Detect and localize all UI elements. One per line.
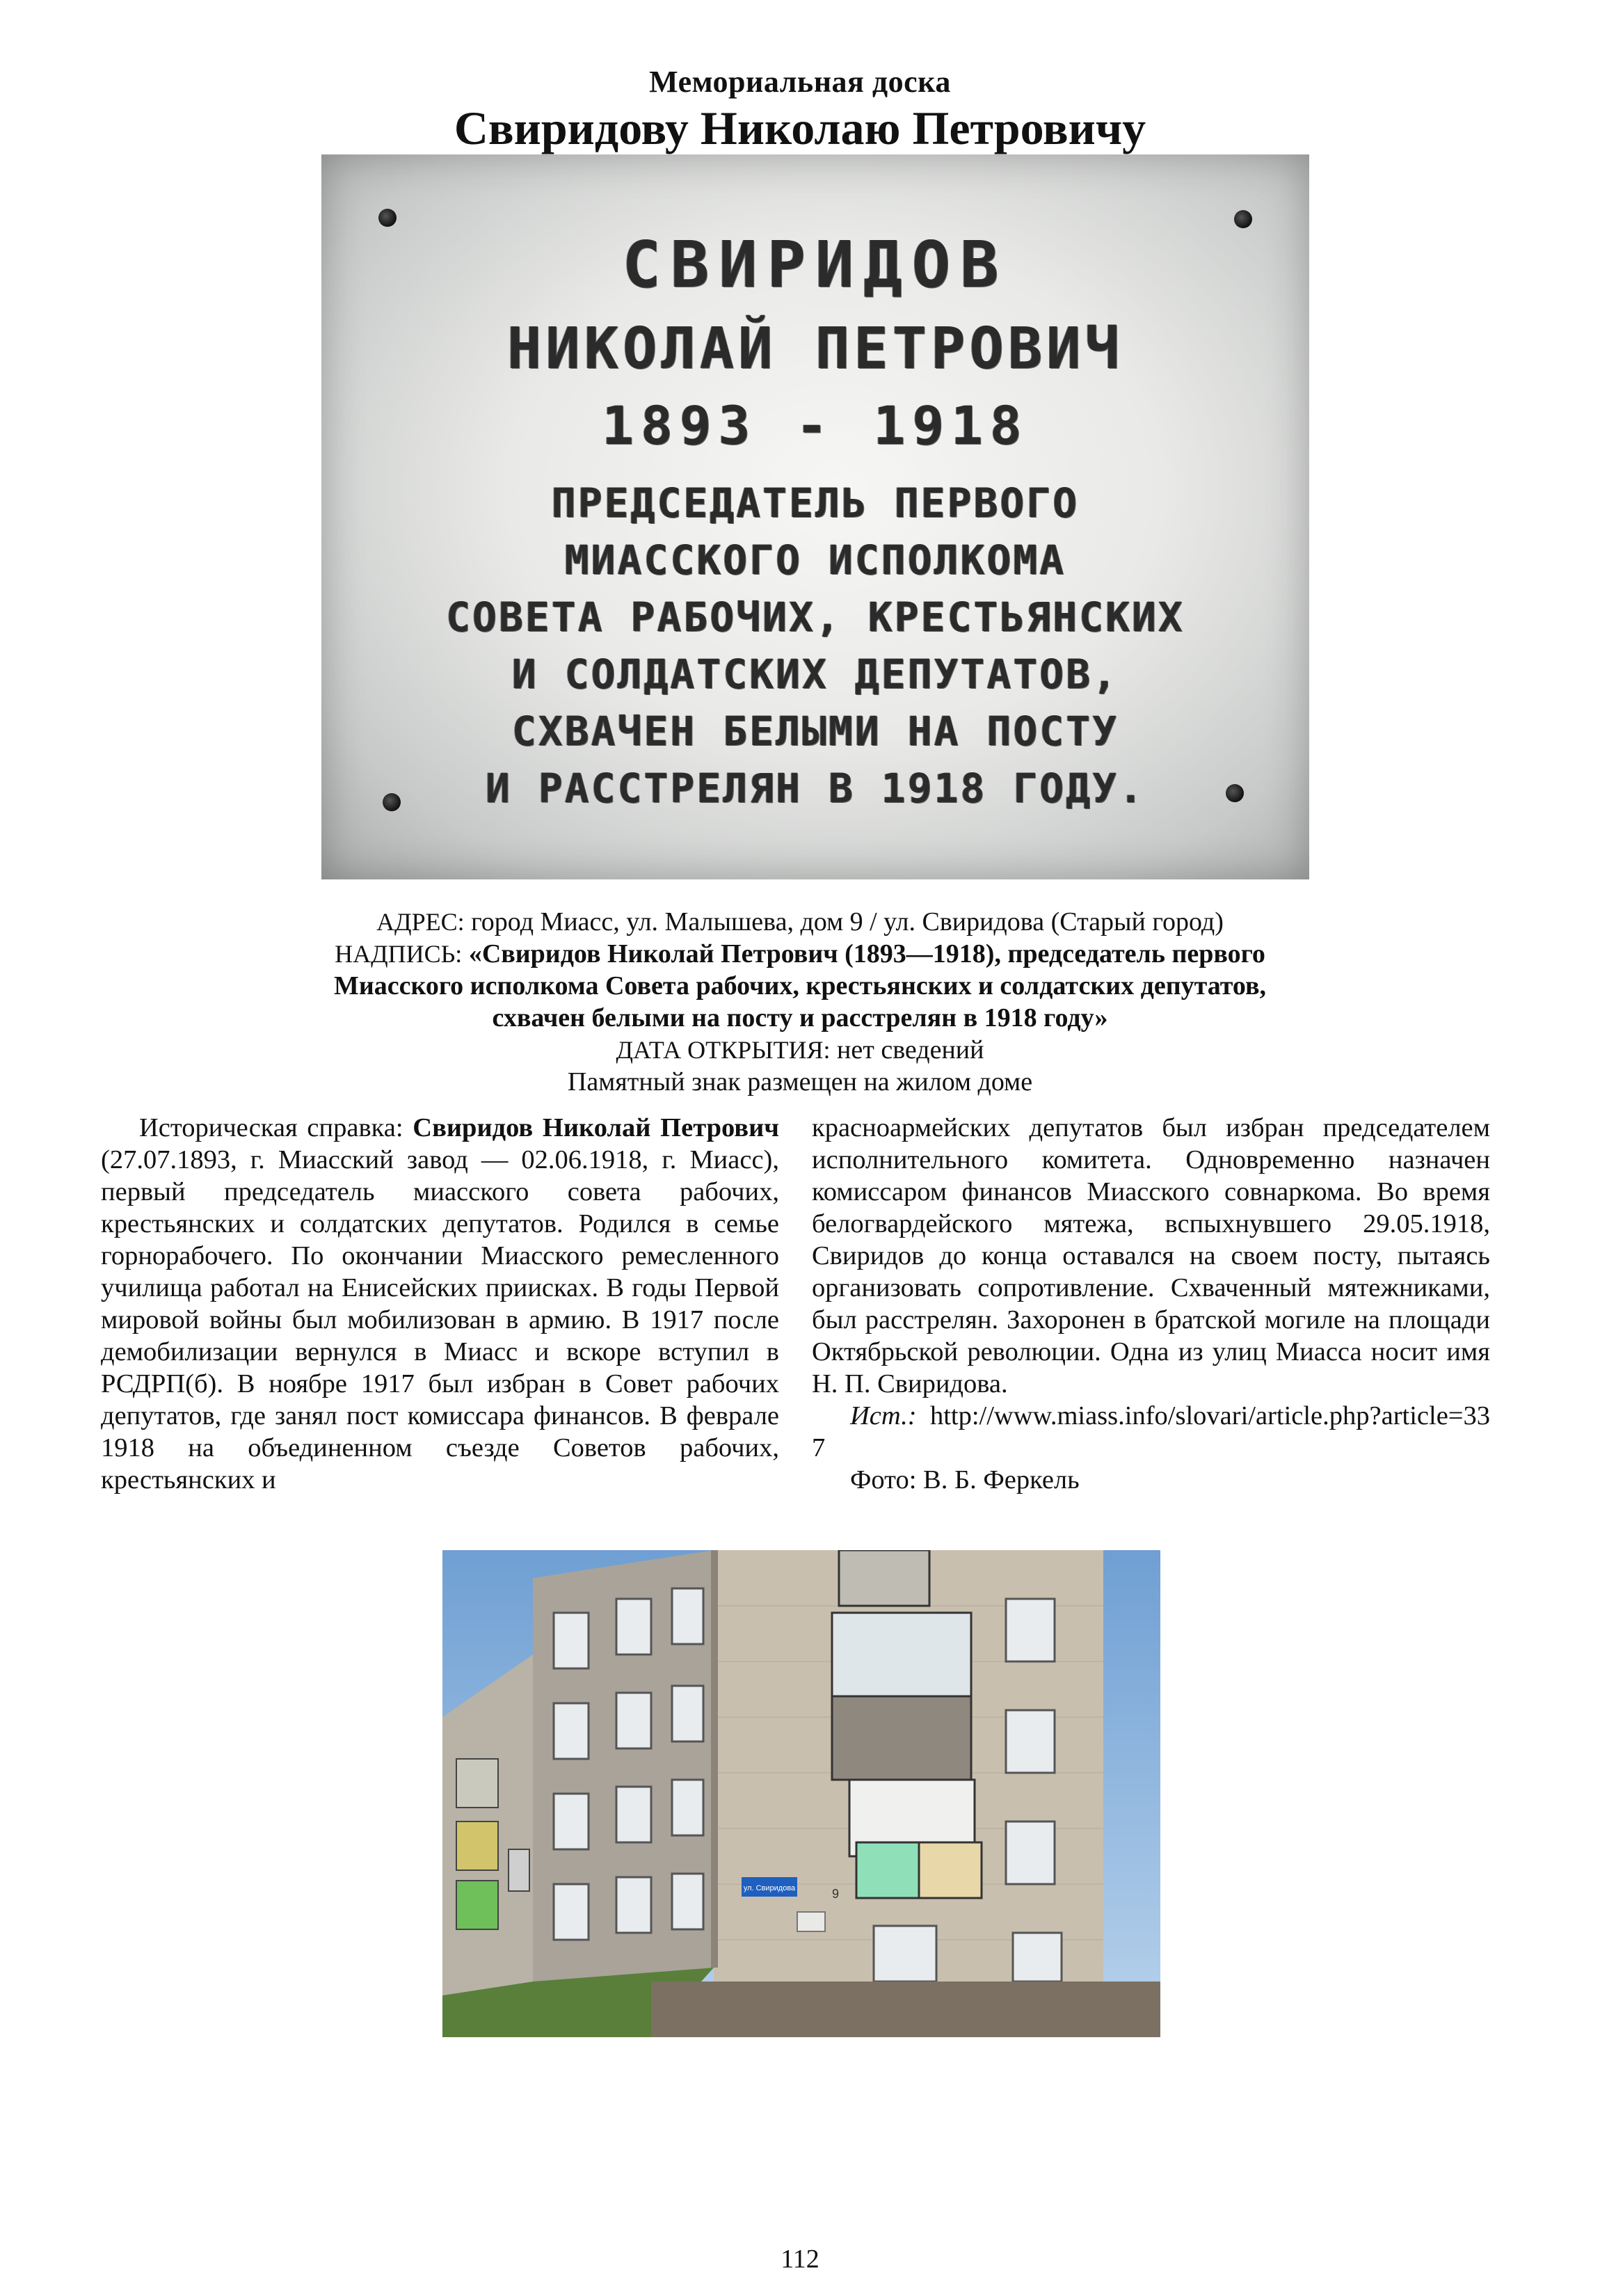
opening-value: нет сведений <box>837 1035 984 1065</box>
building-photo-illustration <box>442 1550 1160 2037</box>
inscription-text-3: схвачен белыми на посту и расстрелян в 1918 году» <box>492 1003 1108 1033</box>
source-label: Ист.: <box>850 1401 917 1430</box>
plaque-surname: СВИРИДОВ <box>622 228 1009 302</box>
page-number: 112 <box>781 2245 819 2274</box>
plaque-line: СОВЕТА РАБОЧИХ, КРЕСТЬЯНСКИХ <box>446 593 1185 641</box>
inscription-text-1: «Свиридов Николай Петрович (1893—1918), председатель первого <box>468 939 1265 968</box>
bolt-icon <box>378 209 397 227</box>
opening-date-line <box>139 1034 1461 1066</box>
article-column-left <box>101 1112 779 1496</box>
source-line <box>812 1400 1490 1464</box>
plaque-line: СХВАЧЕН БЕЛЫМИ НА ПОСТУ <box>511 708 1119 755</box>
plaque-photo <box>321 154 1309 879</box>
plaque-line: МИАССКОГО ИСПОЛКОМА <box>564 536 1066 584</box>
plaque-body <box>321 475 1309 817</box>
plaque-line: И РАССТРЕЛЯН В 1918 ГОДУ. <box>486 765 1145 812</box>
inscription-line <box>139 1002 1461 1034</box>
address-value: город Миасс, ул. Малышева, дом 9 / ул. Свиридова (Старый город) <box>471 907 1224 936</box>
photo-credit: Фото: В. Б. Феркель <box>850 1465 1080 1494</box>
plaque-line: ПРЕДСЕДАТЕЛЬ ПЕРВОГО <box>551 479 1080 527</box>
house-number-text: 9 <box>832 1887 840 1901</box>
inscription-text-2: Миасского исполкома Совета рабочих, крестьянских и солдатских депутатов, <box>333 971 1267 1000</box>
placement-line: Памятный знак размещен на жилом доме <box>567 1067 1033 1097</box>
source-url[interactable]: http://www.miass.info/slovari/article.php?article=337 <box>812 1401 1490 1462</box>
caption-block <box>139 906 1461 1098</box>
page-title: Свиридову Николаю Петровичу <box>454 102 1146 154</box>
intro-label: Историческая справка: <box>139 1113 403 1142</box>
header-subtitle: Мемориальная доска <box>649 65 951 99</box>
opening-label: ДАТА ОТКРЫТИЯ: <box>616 1036 831 1064</box>
inscription-label: НАДПИСЬ: <box>335 940 463 968</box>
article-paragraph <box>101 1112 779 1496</box>
plaque-line: И СОЛДАТСКИХ ДЕПУТАТОВ, <box>511 651 1119 698</box>
address-label: АДРЕС: <box>376 908 465 936</box>
plaque-years: 1893 - 1918 <box>602 394 1029 456</box>
building-photo <box>442 1550 1160 2037</box>
article-text-left: (27.07.1893, г. Миасский завод — 02.06.1918, г. Миасс), первый председатель миасского совета рабочих, крестьянских и солдатских депутатов. Родился в семье горнорабочего. По окончании Миасского ремесленного училища работал на Енисейских приисках. В годы Первой мировой войны был мобилизован в армию. В 1917 после демобилизации вернулся в Миасс и вскоре вступил в РСДРП(б). В ноябре 1917 был избран в Совет рабочих депутатов, где занял пост комиссара финансов. В феврале 1918 на объединенном съезде Советов рабочих, крестьянских и <box>101 1145 779 1494</box>
street-sign-text: ул. Свиридова <box>743 1884 796 1892</box>
article-text-right: красноармейских депутатов был избран председателем исполнительного комитета. Одновременно назначен комиссаром финансов Миасского совнаркома. Во время белогвардейского мятежа, вспыхнувшего 29.05.1918, Свиридов до конца оставался на своем посту, пытаясь организовать сопротивление. Схваченный мятежниками, был расстрелян. Захоронен в братской могиле на площади Октябрьской революции. Одна из улиц Миасса носит имя Н. П. Свиридова. <box>812 1113 1490 1398</box>
inscription-line <box>139 938 1461 970</box>
bolt-icon <box>1234 210 1252 228</box>
person-name: Свиридов Николай Петрович <box>413 1113 779 1142</box>
article-column-right <box>812 1112 1490 1496</box>
inscription-line <box>139 970 1461 1002</box>
plaque-name: НИКОЛАЙ ПЕТРОВИЧ <box>507 316 1123 382</box>
address-line <box>139 906 1461 938</box>
